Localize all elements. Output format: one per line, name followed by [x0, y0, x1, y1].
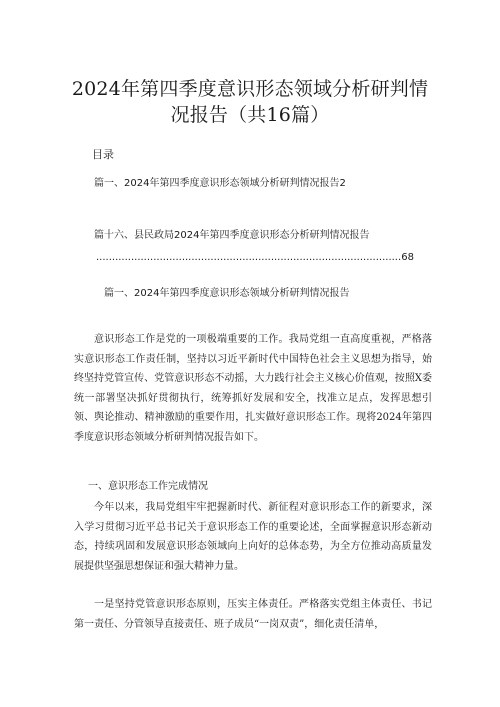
- toc-heading: 目录: [92, 148, 114, 161]
- paragraph-overview: 今年以来，我局党组牢牢把握新时代、新征程对意识形态工作的新要求，深入学习贯彻习近平总书记关于意识形态工作的重要论述，全面掌握意识形态新动态，持续巩固和发展意识形态领域向上向好的总体态势，为全方位推动高质量发展提供坚强思想保证和强大精神力量。: [74, 502, 432, 572]
- section-title: 篇一、2024年第四季度意识形态领域分析研判情况报告: [104, 288, 350, 299]
- toc-entry-16[interactable]: 篇十六、县民政局2024年第四季度意识形态分析研判情况报告: [94, 230, 370, 241]
- document-title: 2024年第四季度意识形态领域分析研判情况报告（共16篇）: [71, 78, 429, 126]
- sub-heading-completion: 一、意识形态工作完成情况: [88, 481, 208, 492]
- toc-page-number: 68: [401, 252, 414, 263]
- paragraph-responsibility: 一是坚持党管意识形态原则，压实主体责任。严格落实党组主体责任、书记第一责任、分管领导直接责任、班子成员“一岗双责”，细化责任清单，: [74, 599, 432, 630]
- paragraph-intro: 意识形态工作是党的一项极端重要的工作。我局党组一直高度重视，严格落实意识形态工作责任制，坚持以习近平新时代中国特色社会主义思想为指导，始终坚持党管宣传、党管意识形态不动摇，大力践行社会主义核心价值观，按照X委统一部署坚决抓好贯彻执行，统筹抓好发展和安全，找准立足点，发挥思想引领、舆论推动、精神激励的重要作用，扎实做好意识形态工作。现将2024年第四季度意识形态领域分析研判情况报告如下。: [74, 334, 432, 443]
- toc-leader-dots: [96, 252, 401, 263]
- toc-entry-1[interactable]: 篇一、2024年第四季度意识形态领域分析研判情况报告2: [94, 178, 346, 189]
- toc-leader-line: [96, 252, 414, 263]
